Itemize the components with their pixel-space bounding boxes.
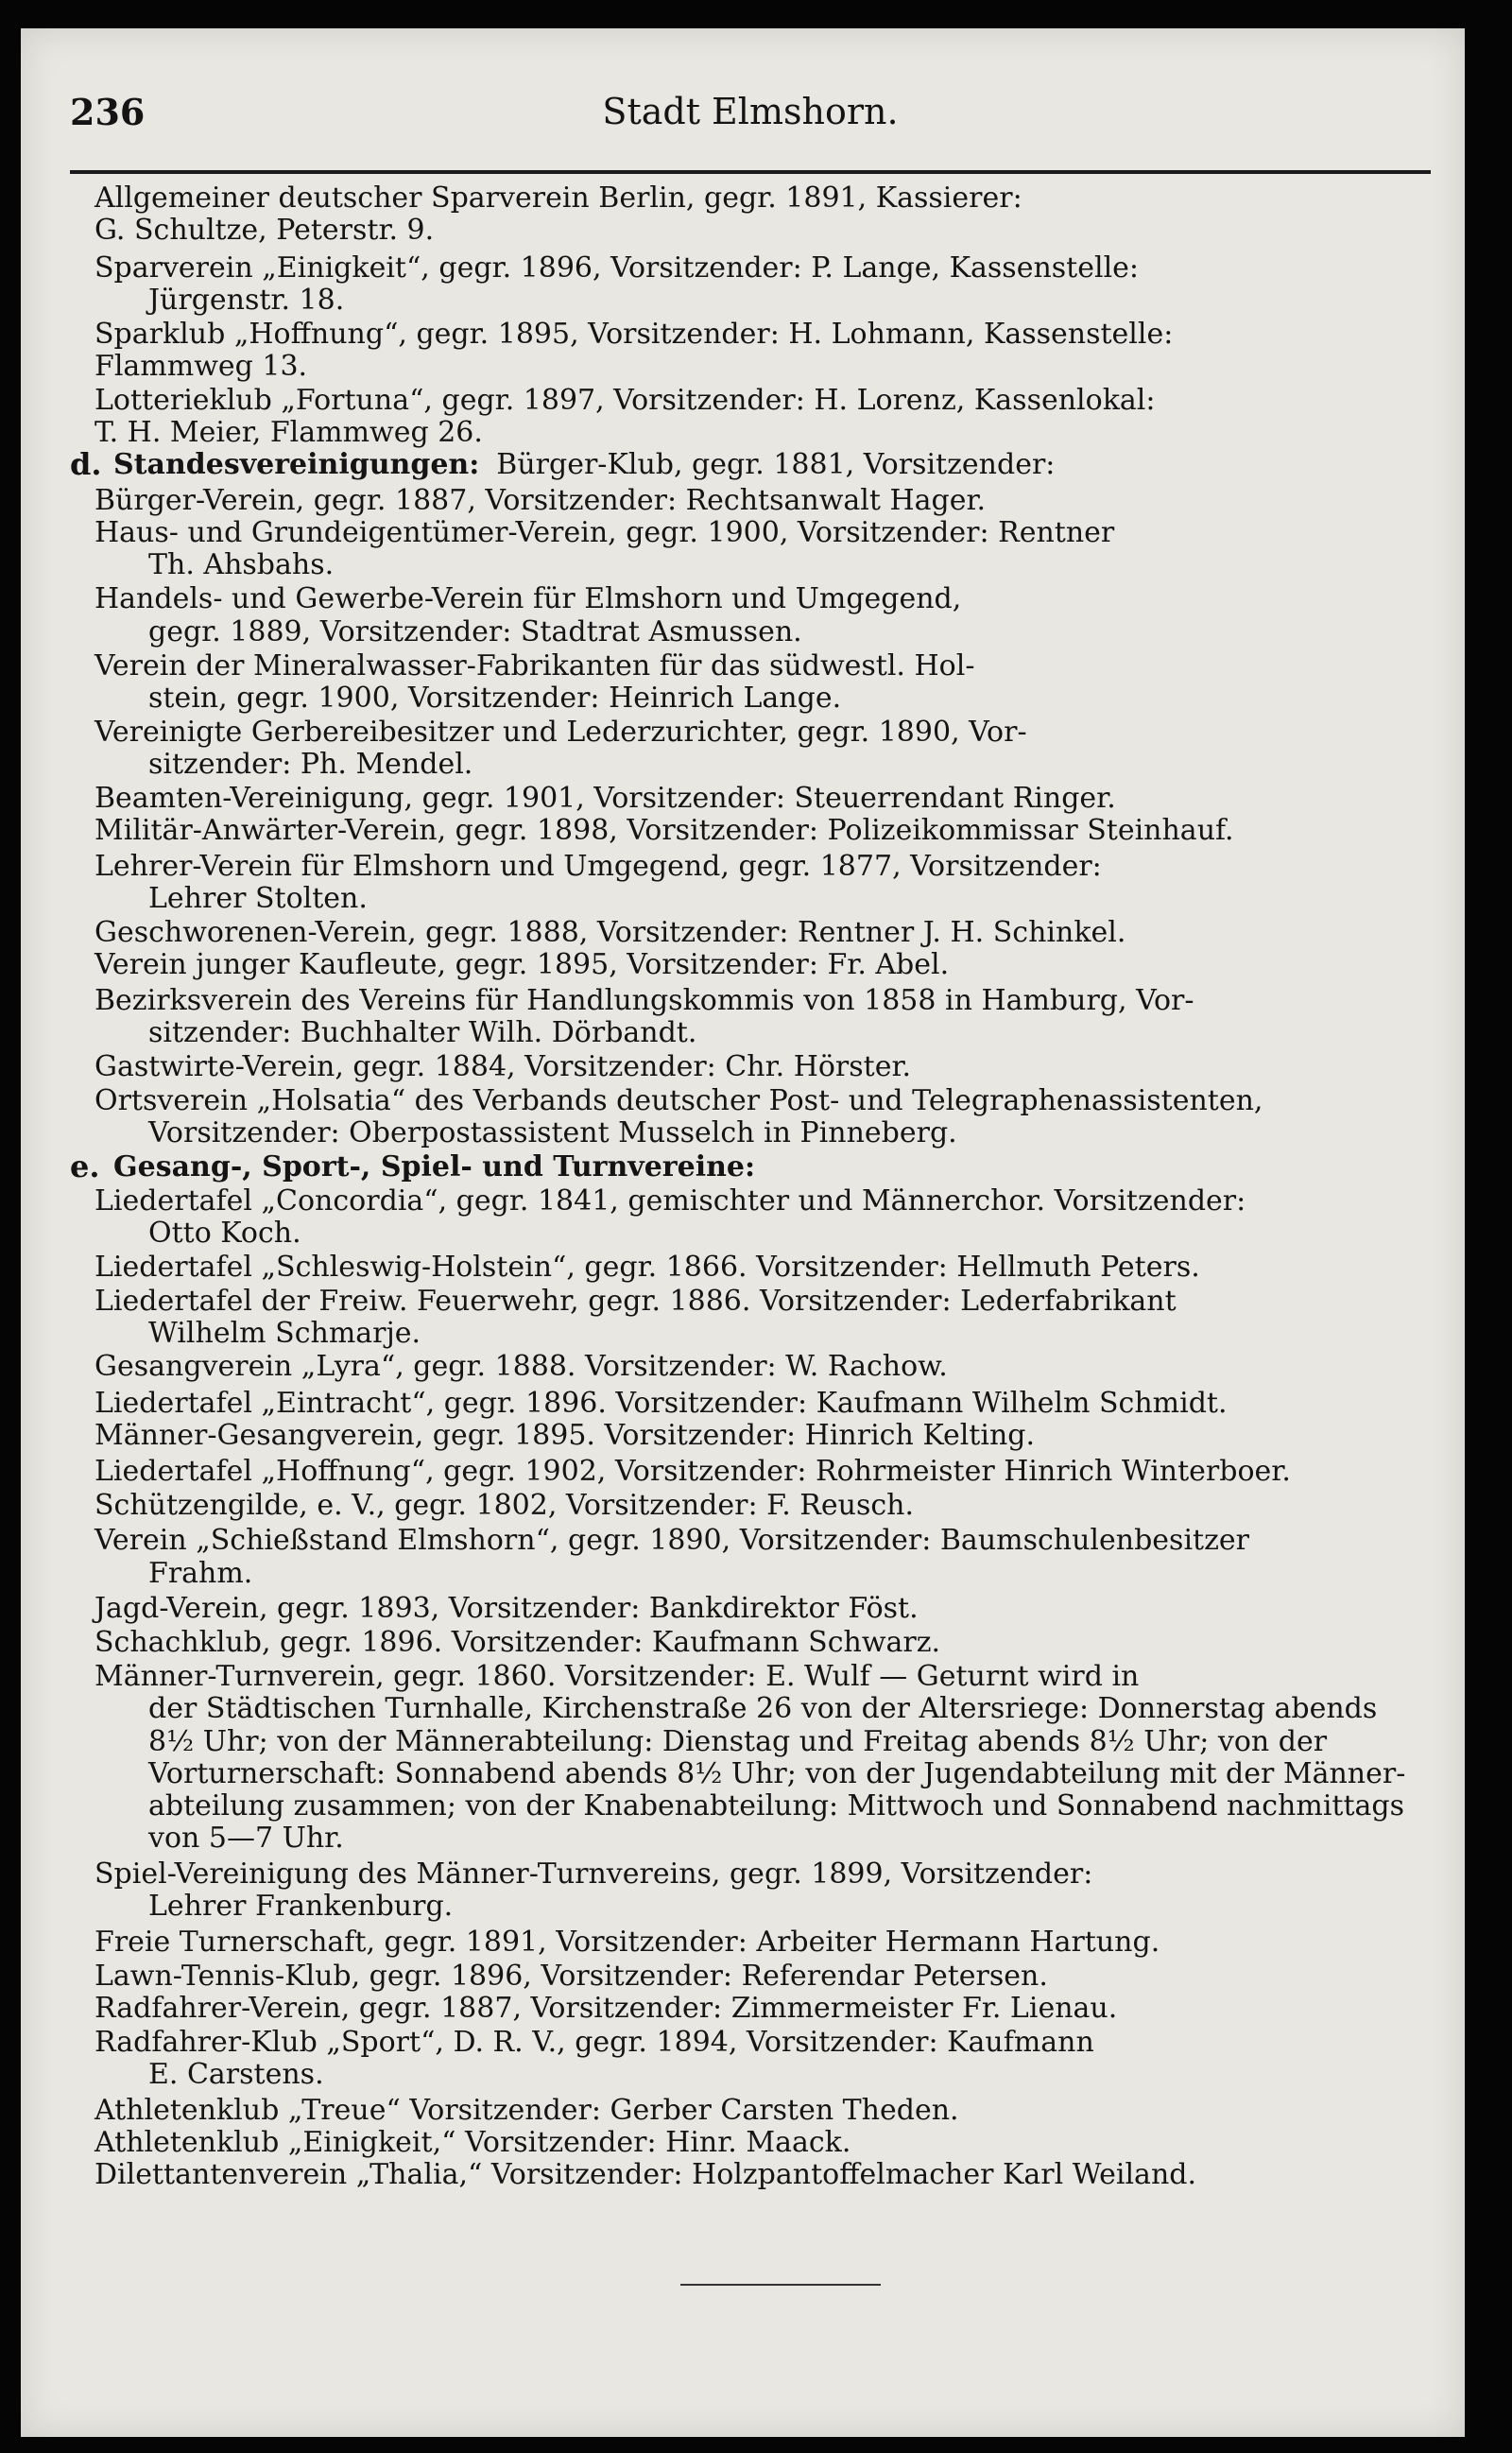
- section-marker: d.: [70, 446, 102, 483]
- line-text: Lehrer Frankenburg.: [148, 1890, 454, 1924]
- line-text: Lotterieklub „Fortuna“, gegr. 1897, Vorsitzender: H. Lorenz, Kassenlokal:: [94, 383, 1156, 417]
- text-line: [94, 1417, 1035, 1455]
- text-line: [94, 1990, 1117, 2028]
- line-text: Haus- und Grundeigentümer-Verein, gegr. 1900, Vorsitzender: Rentner: [94, 516, 1115, 550]
- text-line: [148, 1820, 344, 1857]
- line-text: Liedertafel „Hoffnung“, gegr. 1902, Vorsitzender: Rohrmeister Hinrich Winterboer.: [94, 1454, 1291, 1488]
- text-line: [94, 1624, 940, 1662]
- line-text: Athletenklub „Einigkeit,“ Vorsitzender: Hinr. Maack.: [94, 2126, 851, 2160]
- text-line: [148, 746, 472, 784]
- line-text: Vorsitzender: Oberpostassistent Musselch in Pinneberg.: [148, 1116, 957, 1150]
- text-line: [94, 1048, 911, 1086]
- text-line: [148, 1215, 301, 1252]
- text-line: [94, 946, 949, 984]
- text-line: [148, 1014, 696, 1052]
- line-text: abteilung zusammen; von der Knabenabteilung: Mittwoch und Sonnabend nachmittags: [148, 1789, 1405, 1823]
- document-page: [21, 28, 1465, 2437]
- line-text: Männer-Turnverein, gegr. 1860. Vorsitzender: E. Wulf — Geturnt wird in: [94, 1660, 1140, 1694]
- line-text: Sparklub „Hoffnung“, gegr. 1895, Vorsitzender: H. Lohmann, Kassenstelle:: [94, 317, 1174, 351]
- line-text: sitzender: Ph. Mendel.: [148, 748, 473, 781]
- line-text: Beamten-Vereinigung, gegr. 1901, Vorsitzender: Steuerrendant Ringer.: [94, 781, 1116, 815]
- line-text: Lehrer Stolten.: [148, 882, 368, 916]
- text-line: [148, 613, 802, 651]
- text-line: [94, 348, 307, 386]
- line-text: Radfahrer-Verein, gegr. 1887, Vorsitzender: Zimmermeister Fr. Lienau.: [94, 1992, 1118, 2026]
- line-text: Gastwirte-Verein, gegr. 1884, Vorsitzender: Chr. Hörster.: [94, 1050, 912, 1084]
- line-text: Liedertafel „Concordia“, gegr. 1841, gemischter und Männerchor. Vorsitzender:: [94, 1184, 1246, 1218]
- line-text: sitzender: Buchhalter Wilh. Dörbandt.: [148, 1016, 697, 1050]
- text-line: [94, 212, 434, 250]
- line-text: T. H. Meier, Flammweg 26.: [94, 416, 483, 450]
- line-text: Gesangverein „Lyra“, gegr. 1888. Vorsitzender: W. Rachow.: [94, 1349, 948, 1383]
- text-line: [148, 680, 841, 717]
- line-text: Dilettantenverein „Thalia,“ Vorsitzender: Holzpantoffelmacher Karl Weiland.: [94, 2158, 1197, 2192]
- line-text: Lawn-Tennis-Klub, gegr. 1896, Vorsitzender: Referendar Petersen.: [94, 1959, 1048, 1993]
- text-line: [94, 1453, 1291, 1491]
- line-text: von 5—7 Uhr.: [148, 1822, 344, 1856]
- line-text: Verein „Schießstand Elmshorn“, gegr. 1890, Vorsitzender: Baumschulenbesitzer: [94, 1524, 1250, 1558]
- text-line: [94, 1590, 919, 1628]
- line-text: Bürger-Klub, gegr. 1881, Vorsitzender:: [496, 448, 1056, 482]
- line-text: Handels- und Gewerbe-Verein für Elmshorn und Umgegend,: [94, 582, 962, 616]
- line-text: Allgemeiner deutscher Sparverein Berlin, gegr. 1891, Kassierer:: [94, 181, 1022, 215]
- line-text: Frahm.: [148, 1556, 253, 1590]
- line-text: Schachklub, gegr. 1896. Vorsitzender: Kaufmann Schwarz.: [94, 1626, 941, 1660]
- line-text: Wilhelm Schmarje.: [148, 1317, 421, 1351]
- text-line: [94, 2156, 1196, 2194]
- end-rule: [680, 2284, 881, 2286]
- text-line: [94, 1348, 948, 1386]
- page-number: 236: [70, 91, 146, 133]
- line-text: Liedertafel „Eintracht“, gegr. 1896. Vorsitzender: Kaufmann Wilhelm Schmidt.: [94, 1387, 1228, 1421]
- text-line: [94, 812, 1234, 850]
- section-title: Gesang-, Sport-, Spiel- und Turnvereine:: [113, 1150, 756, 1184]
- text-line: [148, 546, 334, 584]
- line-text: Vereinigte Gerbereibesitzer und Lederzurichter, gegr. 1890, Vor-: [94, 715, 1027, 749]
- text-line: [94, 1249, 1200, 1287]
- line-text: Th. Ahsbahs.: [148, 548, 335, 582]
- line-text: 8½ Uhr; von der Männerabteilung: Dienstag und Freitag abends 8½ Uhr; von der: [148, 1724, 1328, 1758]
- line-text: Liedertafel der Freiw. Feuerwehr, gegr. 1886. Vorsitzender: Lederfabrikant: [94, 1285, 1177, 1319]
- text-line: [148, 2056, 324, 2094]
- line-text: Radfahrer-Klub „Sport“, D. R. V., gegr. 1894, Vorsitzender: Kaufmann: [94, 2026, 1094, 2060]
- text-line: [148, 1888, 453, 1926]
- line-text: Jagd-Verein, gegr. 1893, Vorsitzender: Bankdirektor Föst.: [94, 1592, 919, 1626]
- line-text: der Städtischen Turnhalle, Kirchenstraße 26 von der Altersriege: Donnerstag abends: [148, 1692, 1378, 1726]
- text-line: [94, 1924, 1160, 1961]
- line-text: Otto Koch.: [148, 1217, 301, 1251]
- line-text: Vorturnerschaft: Sonnabend abends 8½ Uhr; von der Jugendabteilung mit der Männer-: [148, 1756, 1406, 1790]
- line-text: Bürger-Verein, gegr. 1887, Vorsitzender: Rechtsanwalt Hager.: [94, 484, 987, 518]
- section-title: Standesvereinigungen:: [113, 448, 480, 482]
- line-text: Flammweg 13.: [94, 349, 308, 383]
- text-line: [94, 1487, 914, 1525]
- line-text: Bezirksverein des Vereins für Handlungskommis von 1858 in Hamburg, Vor-: [94, 983, 1194, 1017]
- line-text: Verein junger Kaufleute, gegr. 1895, Vorsitzender: Fr. Abel.: [94, 948, 950, 982]
- line-text: Sparverein „Einigkeit“, gegr. 1896, Vorsitzender: P. Lange, Kassenstelle:: [94, 250, 1140, 285]
- line-text: Freie Turnerschaft, gegr. 1891, Vorsitzender: Arbeiter Hermann Hartung.: [94, 1925, 1160, 1959]
- line-text: stein, gegr. 1900, Vorsitzender: Heinrich Lange.: [148, 681, 842, 715]
- running-title: Stadt Elmshorn.: [602, 91, 899, 132]
- header-rule: [70, 170, 1431, 174]
- line-text: Lehrer-Verein für Elmshorn und Umgegend, gegr. 1877, Vorsitzender:: [94, 849, 1102, 883]
- text-line: [148, 1114, 957, 1152]
- line-text: E. Carstens.: [148, 2058, 324, 2092]
- page-header: [70, 91, 1431, 147]
- text-line: [148, 1555, 252, 1593]
- text-line: [148, 880, 368, 918]
- line-text: Jürgenstr. 18.: [148, 283, 345, 317]
- line-text: G. Schultze, Peterstr. 9.: [94, 214, 435, 248]
- line-text: Geschworenen-Verein, gegr. 1888, Vorsitzender: Rentner J. H. Schinkel.: [94, 915, 1126, 949]
- section-marker: e.: [70, 1149, 100, 1185]
- line-text: Männer-Gesangverein, gegr. 1895. Vorsitzender: Hinrich Kelting.: [94, 1419, 1036, 1453]
- line-text: Schützengilde, e. V., gegr. 1802, Vorsitzender: F. Reusch.: [94, 1488, 915, 1522]
- line-text: Liedertafel „Schleswig-Holstein“, gegr. 1866. Vorsitzender: Hellmuth Peters.: [94, 1251, 1200, 1285]
- text-line: [94, 1522, 1249, 1560]
- text-line: [148, 282, 344, 320]
- line-text: Spiel-Vereinigung des Männer-Turnvereins, gegr. 1899, Vorsitzender:: [94, 1857, 1093, 1892]
- section-heading-line: [113, 1149, 772, 1186]
- line-text: Verein der Mineralwasser-Fabrikanten für das südwestl. Hol-: [94, 648, 975, 682]
- line-text: gegr. 1889, Vorsitzender: Stadtrat Asmussen.: [148, 614, 802, 648]
- line-text: Athletenklub „Treue“ Vorsitzender: Gerber Carsten Theden.: [94, 2093, 959, 2127]
- line-text: Ortsverein „Holsatia“ des Verbands deutscher Post- und Telegraphenassistenten,: [94, 1083, 1263, 1117]
- line-text: Militär-Anwärter-Verein, gegr. 1898, Vorsitzender: Polizeikommissar Steinhauf.: [94, 814, 1234, 848]
- section-heading-line: [113, 446, 1055, 484]
